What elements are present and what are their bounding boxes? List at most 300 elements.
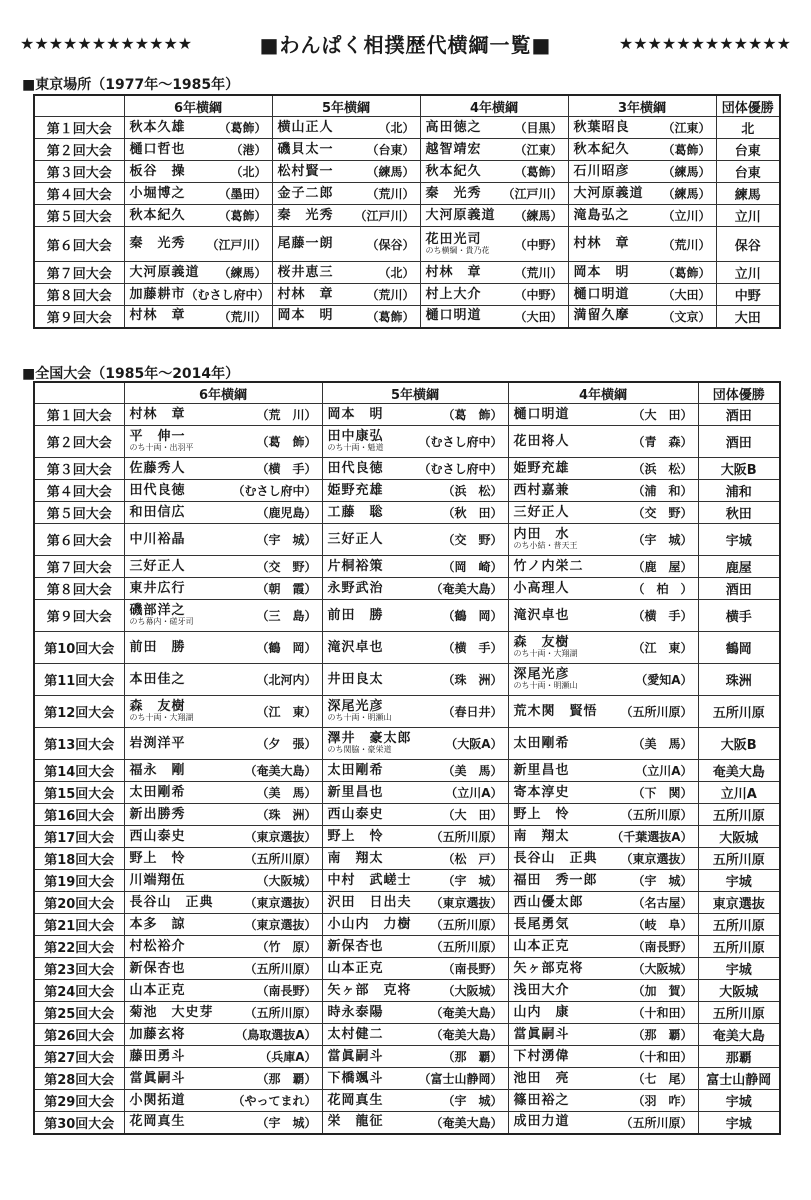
wrestler-name: 山本正克	[513, 938, 570, 954]
wrestler-name: 下村湧偉	[513, 1048, 570, 1064]
yokozuna-cell	[508, 760, 698, 782]
team-winner-cell: 酒田	[698, 404, 780, 426]
wrestler-name: 内田 水	[513, 527, 570, 543]
column-header	[34, 382, 124, 404]
region-label: （那 覇）	[442, 1050, 503, 1064]
region-label: （葛飾）	[514, 165, 563, 179]
yokozuna-cell	[272, 161, 420, 183]
wrestler-name: 小山内 力樹	[327, 916, 412, 932]
wrestler-name: 秦 光秀	[425, 185, 482, 201]
team-winner-cell: 珠洲	[698, 664, 780, 696]
yokozuna-cell	[124, 227, 272, 262]
wrestler-name: 本田佳之	[129, 671, 186, 687]
wrestler-name: 大河原義道	[129, 264, 200, 280]
wrestler-name: 松村賢一	[277, 163, 334, 179]
region-label: （大阪城）	[442, 984, 503, 998]
yokozuna-cell	[322, 1002, 508, 1024]
region-label: （名古屋）	[632, 896, 693, 910]
yokozuna-cell	[508, 1046, 698, 1068]
region-label: （五所川原）	[430, 940, 503, 954]
column-header: 6年横綱	[124, 95, 272, 117]
yokozuna-cell	[124, 600, 322, 632]
yokozuna-cell	[322, 600, 508, 632]
region-label: （羽 咋）	[632, 1094, 693, 1108]
yokozuna-cell	[322, 936, 508, 958]
national-section-heading: ■全国大会（1985年～2014年）	[22, 366, 240, 382]
region-label: （交 野）	[442, 533, 503, 547]
yokozuna-cell	[508, 782, 698, 804]
wrestler-name: 當眞嗣斗	[327, 1048, 384, 1064]
region-label: （墨田）	[218, 187, 267, 201]
wrestler-name: 西山優太郎	[513, 894, 584, 910]
region-label: （港）	[230, 143, 267, 157]
yokozuna-cell	[508, 502, 698, 524]
yokozuna-cell	[124, 139, 272, 161]
table-row	[34, 1046, 780, 1068]
yokozuna-cell	[322, 760, 508, 782]
later-career-note: のち十両・明瀬山	[513, 681, 578, 691]
wrestler-name: 東井広行	[129, 580, 186, 596]
yokozuna-cell	[124, 502, 322, 524]
yokozuna-cell	[124, 980, 322, 1002]
region-label: （東京選抜）	[244, 918, 317, 932]
team-winner-cell: 奄美大島	[698, 760, 780, 782]
region-label: （美 馬）	[632, 737, 693, 751]
yokozuna-cell	[508, 870, 698, 892]
team-winner-cell: 練馬	[716, 183, 780, 205]
region-label: （北）	[230, 165, 267, 179]
later-career-note: のち小結・普天王	[513, 541, 578, 551]
yokozuna-cell	[124, 117, 272, 139]
wrestler-name: 竹ノ内栄二	[513, 558, 584, 574]
yokozuna-cell	[272, 183, 420, 205]
yokozuna-cell	[124, 804, 322, 826]
yokozuna-cell	[508, 578, 698, 600]
wrestler-name: 岡本 明	[573, 264, 630, 280]
region-label: （ 柏 ）	[632, 582, 693, 596]
wrestler-name: 村林 章	[573, 236, 630, 252]
region-label: （むさし府中）	[418, 462, 503, 476]
region-label: （練馬）	[218, 266, 267, 280]
tournament-cell: 第13回大会	[34, 728, 124, 760]
tournament-cell: 第６回大会	[34, 227, 124, 262]
wrestler-name: 田中康弘	[327, 429, 384, 445]
region-label: （文京）	[662, 309, 711, 324]
yokozuna-cell	[124, 664, 322, 696]
yokozuna-cell	[508, 696, 698, 728]
wrestler-name: 石川昭彦	[573, 163, 630, 179]
wrestler-name: 深尾光彦	[327, 699, 384, 715]
team-winner-cell: 宇城	[698, 1090, 780, 1112]
region-label: （浦 和）	[632, 484, 693, 498]
team-winner-cell: 宇城	[698, 958, 780, 980]
team-winner-cell: 鶴岡	[698, 632, 780, 664]
wrestler-name: 福永 剛	[129, 762, 186, 778]
yokozuna-cell	[322, 1090, 508, 1112]
yokozuna-cell	[508, 958, 698, 980]
tournament-cell: 第25回大会	[34, 1002, 124, 1024]
yokozuna-cell	[124, 696, 322, 728]
region-label: （竹 原）	[256, 940, 317, 954]
region-label: （南長野）	[632, 940, 693, 954]
region-label: （五所川原）	[244, 1006, 317, 1020]
region-label: （葛 飾）	[442, 408, 503, 422]
tournament-cell: 第19回大会	[34, 870, 124, 892]
team-winner-cell: 宇城	[698, 524, 780, 556]
wrestler-name: 菊池 大史芽	[129, 1004, 214, 1020]
region-label: （美 馬）	[442, 764, 503, 778]
region-label: （中野）	[514, 288, 563, 302]
wrestler-name: 平 伸一	[129, 429, 186, 445]
tournament-cell: 第３回大会	[34, 458, 124, 480]
region-label: （宇 城）	[256, 533, 317, 547]
tournament-cell: 第９回大会	[34, 306, 124, 328]
wrestler-name: 村上大介	[425, 286, 482, 302]
table-row	[34, 600, 780, 632]
column-header: 4年横綱	[420, 95, 568, 117]
wrestler-name: 新里昌也	[327, 784, 384, 800]
wrestler-name: 中川裕晶	[129, 531, 186, 547]
team-winner-cell: 秋田	[698, 502, 780, 524]
region-label: （練馬）	[662, 165, 711, 179]
yokozuna-cell	[322, 664, 508, 696]
team-winner-cell: 酒田	[698, 578, 780, 600]
yokozuna-cell	[568, 139, 716, 161]
wrestler-name: 永野武治	[327, 580, 384, 596]
yokozuna-cell	[124, 870, 322, 892]
tournament-cell: 第10回大会	[34, 632, 124, 664]
tournament-cell: 第18回大会	[34, 848, 124, 870]
yokozuna-cell	[568, 161, 716, 183]
column-header: 3年横綱	[568, 95, 716, 117]
region-label: （下 関）	[632, 786, 693, 800]
region-label: （五所川原）	[430, 830, 503, 844]
wrestler-name: 加藤耕市	[129, 286, 186, 302]
team-winner-cell: 宇城	[698, 1112, 780, 1134]
team-winner-cell: 北	[716, 117, 780, 139]
yokozuna-cell	[508, 1024, 698, 1046]
tournament-cell: 第９回大会	[34, 600, 124, 632]
tournament-cell: 第８回大会	[34, 284, 124, 306]
tournament-cell: 第29回大会	[34, 1090, 124, 1112]
column-header: 団体優勝	[698, 382, 780, 404]
table-row	[34, 804, 780, 826]
yokozuna-cell	[124, 760, 322, 782]
wrestler-name: 前田 勝	[129, 639, 186, 655]
yokozuna-cell	[322, 782, 508, 804]
wrestler-name: 姫野充雄	[327, 482, 384, 498]
region-label: （東京選抜）	[620, 852, 693, 866]
wrestler-name: 荒木関 賢悟	[513, 703, 598, 719]
region-label: （むさし府中）	[418, 435, 503, 449]
yokozuna-cell	[420, 161, 568, 183]
yokozuna-cell	[124, 161, 272, 183]
wrestler-name: 樋口明道	[513, 406, 570, 422]
yokozuna-cell	[420, 262, 568, 284]
wrestler-name: 新出勝秀	[129, 806, 186, 822]
region-label: （中野）	[514, 237, 563, 252]
table-row	[34, 578, 780, 600]
region-label: （やってまれ）	[232, 1094, 317, 1108]
region-label: （珠 洲）	[442, 673, 503, 687]
wrestler-name: 岡本 明	[277, 308, 334, 324]
yokozuna-cell	[124, 578, 322, 600]
table-row	[34, 227, 780, 262]
team-winner-cell: 立川	[716, 205, 780, 227]
yokozuna-cell	[322, 426, 508, 458]
region-label: （大阪城）	[632, 962, 693, 976]
region-label: （練馬）	[514, 209, 563, 223]
wrestler-name: 森 友樹	[513, 635, 570, 651]
team-winner-cell: 中野	[716, 284, 780, 306]
wrestler-name: 太村健二	[327, 1026, 384, 1042]
tokyo-table	[33, 94, 781, 329]
yokozuna-cell	[322, 632, 508, 664]
region-label: （宇 城）	[632, 874, 693, 888]
tournament-cell: 第１回大会	[34, 404, 124, 426]
yokozuna-cell	[568, 284, 716, 306]
yokozuna-cell	[568, 306, 716, 328]
yokozuna-cell	[272, 284, 420, 306]
wrestler-name: 小関拓道	[129, 1092, 186, 1108]
region-label: （北河内）	[256, 673, 317, 687]
team-winner-cell: 五所川原	[698, 1002, 780, 1024]
table-row	[34, 728, 780, 760]
wrestler-name: 秋本紀久	[573, 141, 630, 157]
later-career-note: のち幕内・磋牙司	[129, 617, 194, 627]
wrestler-name: 寄本淳史	[513, 784, 570, 800]
wrestler-name: 加藤玄将	[129, 1026, 186, 1042]
region-label: （奄美大島）	[430, 1028, 503, 1042]
yokozuna-cell	[124, 1112, 322, 1134]
region-label: （十和田）	[632, 1006, 693, 1020]
wrestler-name: 新保杏也	[327, 938, 384, 954]
region-label: （大田）	[662, 288, 711, 302]
wrestler-name: 新保杏也	[129, 960, 186, 976]
table-row	[34, 161, 780, 183]
yokozuna-cell	[124, 782, 322, 804]
tournament-cell: 第２回大会	[34, 426, 124, 458]
wrestler-name: 板谷 操	[129, 163, 186, 179]
region-label: （江戸川）	[206, 237, 267, 252]
later-career-note: のち十両・魁道	[327, 443, 384, 453]
region-label: （奄美大島）	[430, 1006, 503, 1020]
wrestler-name: 磯貝太一	[277, 141, 334, 157]
region-label: （葛飾）	[662, 143, 711, 157]
wrestler-name: 村林 章	[425, 264, 482, 280]
region-label: （荒川）	[218, 309, 267, 324]
region-label: （朝 霞）	[256, 582, 317, 596]
team-winner-cell: 台東	[716, 161, 780, 183]
wrestler-name: 秦 光秀	[129, 236, 186, 252]
later-career-note: のち関脇・豪栄道	[327, 745, 392, 755]
yokozuna-cell	[124, 1024, 322, 1046]
wrestler-name: 三好正人	[513, 504, 570, 520]
table-row	[34, 1002, 780, 1024]
tournament-cell: 第６回大会	[34, 524, 124, 556]
tournament-cell: 第７回大会	[34, 262, 124, 284]
table-row	[34, 696, 780, 728]
region-label: （台東）	[366, 143, 415, 157]
wrestler-name: 小高理人	[513, 580, 570, 596]
region-label: （兵庫A）	[259, 1050, 317, 1064]
region-label: （岡 崎）	[442, 560, 503, 574]
table-row	[34, 284, 780, 306]
yokozuna-cell	[124, 892, 322, 914]
table-row	[34, 1068, 780, 1090]
team-winner-cell: 横手	[698, 600, 780, 632]
wrestler-name: 滝島弘之	[573, 207, 630, 223]
wrestler-name: 尾藤一朗	[277, 236, 334, 252]
yokozuna-cell	[322, 1024, 508, 1046]
wrestler-name: 樋口明道	[573, 286, 630, 302]
region-label: （宇 城）	[632, 533, 693, 547]
table-row	[34, 958, 780, 980]
table-row	[34, 426, 780, 458]
yokozuna-cell	[568, 227, 716, 262]
wrestler-name: 工藤 聡	[327, 504, 384, 520]
yokozuna-cell	[322, 1046, 508, 1068]
wrestler-name: 桜井恵三	[277, 264, 334, 280]
yokozuna-cell	[420, 306, 568, 328]
yokozuna-cell	[124, 404, 322, 426]
yokozuna-cell	[124, 205, 272, 227]
wrestler-name: 三好正人	[129, 558, 186, 574]
tournament-cell: 第22回大会	[34, 936, 124, 958]
region-label: （葛飾）	[662, 266, 711, 280]
yokozuna-cell	[508, 1090, 698, 1112]
region-label: （葛 飾）	[256, 435, 317, 449]
region-label: （荒 川）	[256, 408, 317, 422]
wrestler-name: 秋葉昭良	[573, 119, 630, 135]
yokozuna-cell	[322, 728, 508, 760]
team-winner-cell: 五所川原	[698, 914, 780, 936]
team-winner-cell: 立川A	[698, 782, 780, 804]
column-header: 4年横綱	[508, 382, 698, 404]
region-label: （千葉選抜A）	[611, 830, 693, 844]
region-label: （奄美大島）	[244, 764, 317, 778]
national-table	[33, 381, 781, 1135]
yokozuna-cell	[508, 524, 698, 556]
table-row	[34, 183, 780, 205]
region-label: （東京選抜）	[430, 896, 503, 910]
region-label: （横 手）	[632, 609, 693, 623]
yokozuna-cell	[508, 458, 698, 480]
table-row	[34, 502, 780, 524]
wrestler-name: 西山泰史	[327, 806, 384, 822]
yokozuna-cell	[420, 139, 568, 161]
region-label: （北）	[378, 121, 415, 135]
yokozuna-cell	[124, 524, 322, 556]
region-label: （むさし府中）	[232, 484, 317, 498]
wrestler-name: 南 翔太	[327, 850, 384, 866]
yokozuna-cell	[322, 980, 508, 1002]
wrestler-name: 成田力道	[513, 1114, 570, 1130]
yokozuna-cell	[508, 892, 698, 914]
region-label: （保谷）	[366, 237, 415, 252]
tournament-cell: 第５回大会	[34, 502, 124, 524]
wrestler-name: 樋口哲也	[129, 141, 186, 157]
table-row	[34, 980, 780, 1002]
wrestler-name: 太田剛希	[513, 735, 570, 751]
table-row	[34, 1024, 780, 1046]
later-career-note: のち十両・明瀬山	[327, 713, 392, 723]
wrestler-name: 高田徳之	[425, 119, 482, 135]
yokozuna-cell	[124, 958, 322, 980]
table-row	[34, 1112, 780, 1134]
wrestler-name: 深尾光彦	[513, 667, 570, 683]
yokozuna-cell	[508, 600, 698, 632]
yokozuna-cell	[124, 1068, 322, 1090]
region-label: （那 覇）	[632, 1028, 693, 1042]
table-row	[34, 936, 780, 958]
yokozuna-cell	[322, 524, 508, 556]
yokozuna-cell	[322, 914, 508, 936]
column-header	[34, 95, 124, 117]
tournament-cell: 第３回大会	[34, 161, 124, 183]
yokozuna-cell	[272, 227, 420, 262]
later-career-note: のち横綱・貴乃花	[425, 245, 490, 255]
yokozuna-cell	[124, 728, 322, 760]
tournament-cell: 第５回大会	[34, 205, 124, 227]
wrestler-name: 當眞嗣斗	[513, 1026, 570, 1042]
yokozuna-cell	[508, 936, 698, 958]
region-label: （葛飾）	[366, 309, 415, 324]
wrestler-name: 和田信広	[129, 504, 186, 520]
column-header: 6年横綱	[124, 382, 322, 404]
region-label: （南長野）	[256, 984, 317, 998]
yokozuna-cell	[124, 306, 272, 328]
wrestler-name: 秋本紀久	[129, 207, 186, 223]
later-career-note: のち十両・出羽平	[129, 443, 194, 453]
yokozuna-cell	[508, 1002, 698, 1024]
wrestler-name: 村林 章	[277, 286, 334, 302]
page-header	[20, 30, 791, 56]
table-row	[34, 760, 780, 782]
team-winner-cell: 富士山静岡	[698, 1068, 780, 1090]
team-winner-cell: 那覇	[698, 1046, 780, 1068]
region-label: （十和田）	[632, 1050, 693, 1064]
yokozuna-cell	[322, 480, 508, 502]
yokozuna-cell	[508, 1112, 698, 1134]
region-label: （江東）	[514, 143, 563, 157]
tournament-cell: 第２回大会	[34, 139, 124, 161]
tournament-cell: 第28回大会	[34, 1068, 124, 1090]
region-label: （浜 松）	[632, 462, 693, 476]
yokozuna-cell	[124, 284, 272, 306]
column-header: 5年横綱	[322, 382, 508, 404]
wrestler-name: 沢田 日出夫	[327, 894, 412, 910]
yokozuna-cell	[508, 664, 698, 696]
yokozuna-cell	[568, 262, 716, 284]
wrestler-name: 金子二郎	[277, 185, 334, 201]
yokozuna-cell	[568, 117, 716, 139]
yokozuna-cell	[508, 480, 698, 502]
region-label: （大阪A）	[445, 737, 503, 751]
table-row	[34, 664, 780, 696]
yokozuna-cell	[508, 556, 698, 578]
wrestler-name: 長谷山 正典	[513, 850, 598, 866]
yokozuna-cell	[508, 404, 698, 426]
region-label: （夕 張）	[256, 737, 317, 751]
wrestler-name: 長尾勇気	[513, 916, 570, 932]
wrestler-name: 時永泰陽	[327, 1004, 384, 1020]
region-label: （立川A）	[635, 764, 693, 778]
tournament-cell: 第４回大会	[34, 183, 124, 205]
later-career-note: のち十両・大翔湖	[129, 713, 194, 723]
wrestler-name: 花岡真生	[327, 1092, 384, 1108]
tournament-cell: 第24回大会	[34, 980, 124, 1002]
